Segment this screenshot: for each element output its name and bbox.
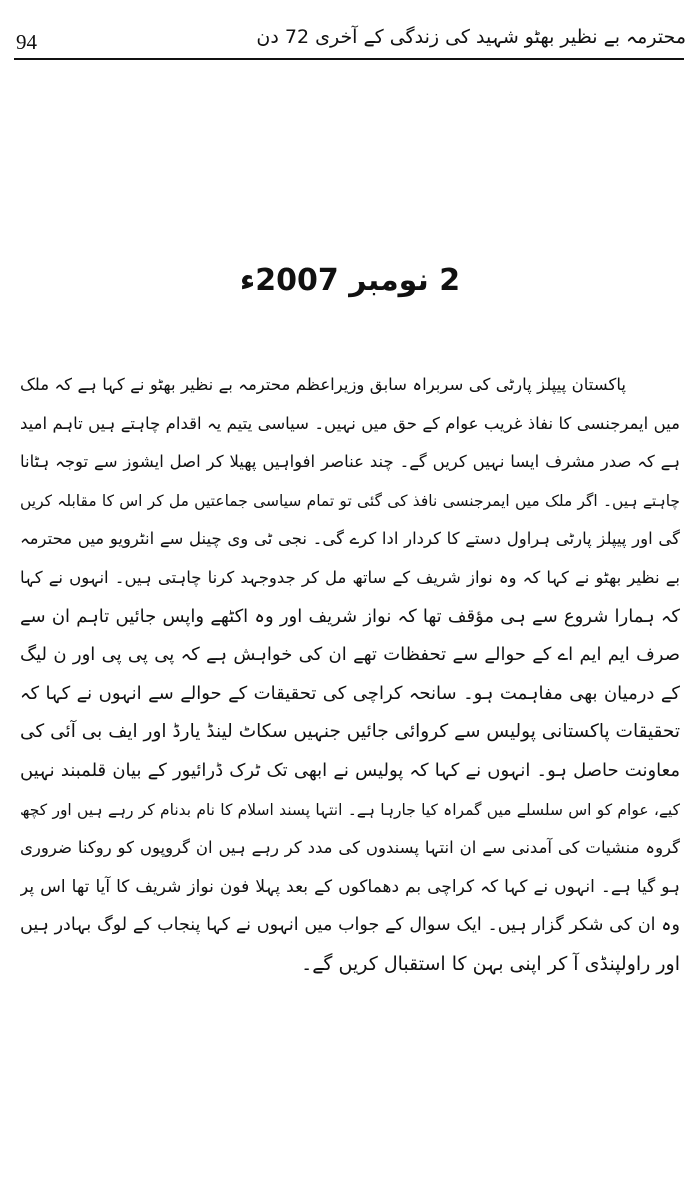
text-line: پاکستان پیپلز پارٹی کی سربراہ سابق وزیراعظم محترمہ بے نظیر بھٹو نے کہا ہے کہ ملک (20, 375, 626, 394)
text-line: چاہتے ہیں۔ اگر ملک میں ایمرجنسی نافذ کی گئی تو تمام سیاسی جماعتیں مل کر اس کا مقابلہ کریں (20, 491, 680, 510)
body-paragraph (20, 366, 680, 984)
text-line: گروہ منشیات کی آمدنی سے ان انتہا پسندوں کی مدد کر رہے ہیں ان گروپوں کو روکنا ضروری (20, 838, 680, 858)
text-line: اور راولپنڈی آ کر اپنی بہن کا استقبال کریں گے۔ (301, 952, 680, 975)
header-divider (14, 58, 684, 60)
text-line: معاونت حاصل ہو۔ انہوں نے کہا کہ پولیس نے ابھی تک ٹرک ڈرائیور کے بیان قلمبند نہیں (20, 759, 680, 781)
text-line: وہ ان کی شکر گزار ہیں۔ ایک سوال کے جواب میں انہوں نے کہا پنجاب کے لوگ بہادر ہیں (20, 915, 680, 936)
chapter-title: 2 نومبر 2007ء (239, 263, 461, 298)
running-header-title: محترمہ بے نظیر بھٹو شہید کی زندگی کے آخری 72 دن (256, 26, 686, 48)
text-line: کہ ہمارا شروع سے ہی مؤقف تھا کہ نواز شریف اور وہ اکٹھے واپس جائیں تاہم ان سے (20, 605, 680, 627)
text-line: میں ایمرجنسی کا نفاذ غریب عوام کے حق میں نہیں۔ سیاسی یتیم یہ اقدام چاہتے ہیں تاہم امید (20, 413, 680, 433)
text-line: صرف ایم ایم اے کے حوالے سے تحفظات تھے ان کی خواہش ہے کہ پی پی پی اور ن لیگ (20, 644, 680, 666)
text-line: بے نظیر بھٹو نے کہا کہ وہ نواز شریف کے ساتھ مل کر جدوجہد کرنا چاہتی ہیں۔ انہوں نے کہا (20, 567, 680, 587)
text-line: ہے کہ صدر مشرف ایسا نہیں کریں گے۔ چند عناصر افواہیں پھیلا کر اصل ایشوز سے توجہ ہٹانا (20, 452, 680, 472)
text-line: گی اور پیپلز پارٹی ہراول دستے کا کردار ادا کرے گی۔ نجی ٹی وی چینل سے انٹرویو میں محترمہ (20, 529, 680, 549)
text-line: کیے، عوام کو اس سلسلے میں گمراہ کیا جارہا ہے۔ انتہا پسند اسلام کا نام بدنام کر رہے ہیں اور کچھ (20, 800, 680, 819)
text-line: کے درمیان بھی مفاہمت ہو۔ سانحہ کراچی کی تحقیقات کے حوالے سے انہوں نے کہا کہ (20, 682, 680, 704)
page-number: 94 (16, 30, 37, 54)
text-line: ہو گیا ہے۔ انہوں نے کہا کہ کراچی بم دھماکوں کے بعد پہلا فون نواز شریف کا آیا تھا اس پر (20, 876, 680, 897)
text-line: تحقیقات پاکستانی پولیس سے کروائی جائیں جنہیں سکاٹ لینڈ یارڈ اور ایف بی آئی کی (20, 721, 680, 743)
